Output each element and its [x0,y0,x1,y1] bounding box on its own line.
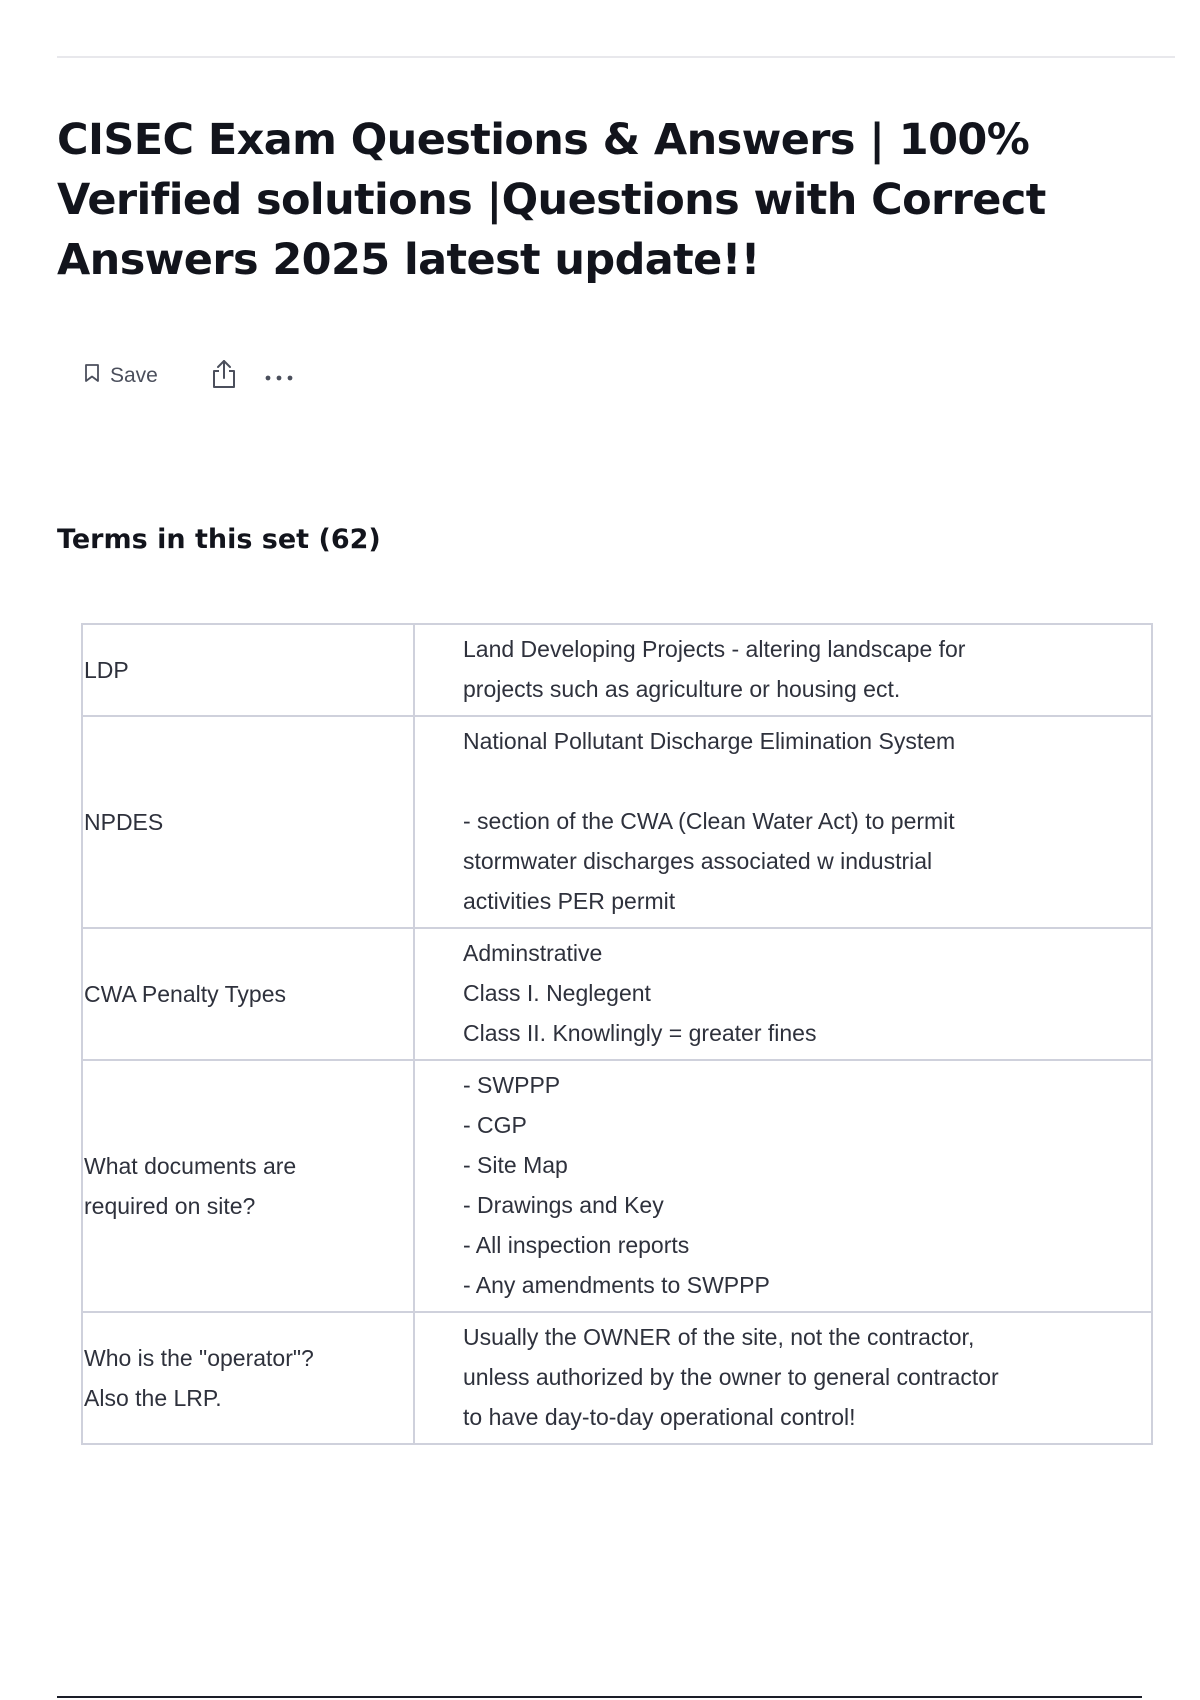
term-text: Who is the "operator"? Also the LRP. [84,1345,314,1411]
terms-heading: Terms in this set (62) [57,524,381,555]
save-button-label: Save [110,364,158,387]
page-title: CISEC Exam Questions & Answers | 100% Verified solutions |Questions with Correct Answers 2025 latest update!! [57,115,1046,285]
definition-text: Adminstrative Class I. Neglegent Class II. Knowlingly = greater fines [463,940,817,1046]
table-row [82,1312,1152,1444]
term-cell [82,1312,414,1444]
save-button[interactable] [84,363,158,389]
definition-cell [414,716,1152,928]
bookmark-icon [84,363,100,389]
bottom-divider [57,1696,1142,1698]
more-options-button[interactable] [264,367,294,386]
definition-text: National Pollutant Discharge Elimination System - section of the CWA (Clean Water Act) to permit stormwater discharges associated w industrial activities PER permit [463,728,956,914]
share-button[interactable] [210,358,238,394]
definition-text: - SWPPP - CGP - Site Map - Drawings and Key - All inspection reports - Any amendments to SWPPP [463,1072,770,1298]
terms-table [81,623,1153,1445]
more-horizontal-icon [264,367,294,386]
table-row [82,1060,1152,1312]
term-text: CWA Penalty Types [84,981,286,1007]
definition-cell [414,624,1152,716]
table-row [82,928,1152,1060]
definition-cell [414,1312,1152,1444]
definition-text: Usually the OWNER of the site, not the contractor, unless authorized by the owner to general contractor to have day-to-day operational control! [463,1324,999,1430]
table-row [82,624,1152,716]
term-cell [82,1060,414,1312]
share-icon [210,358,238,394]
definition-cell [414,928,1152,1060]
top-divider [57,56,1175,58]
definition-text: Land Developing Projects - altering landscape for projects such as agriculture or housing ect. [463,636,966,702]
action-bar [84,358,294,394]
term-text: What documents are required on site? [84,1153,297,1219]
term-cell [82,624,414,716]
definition-cell [414,1060,1152,1312]
term-cell [82,928,414,1060]
term-text: NPDES [84,809,164,835]
term-text: LDP [84,657,129,683]
term-cell [82,716,414,928]
table-row [82,716,1152,928]
